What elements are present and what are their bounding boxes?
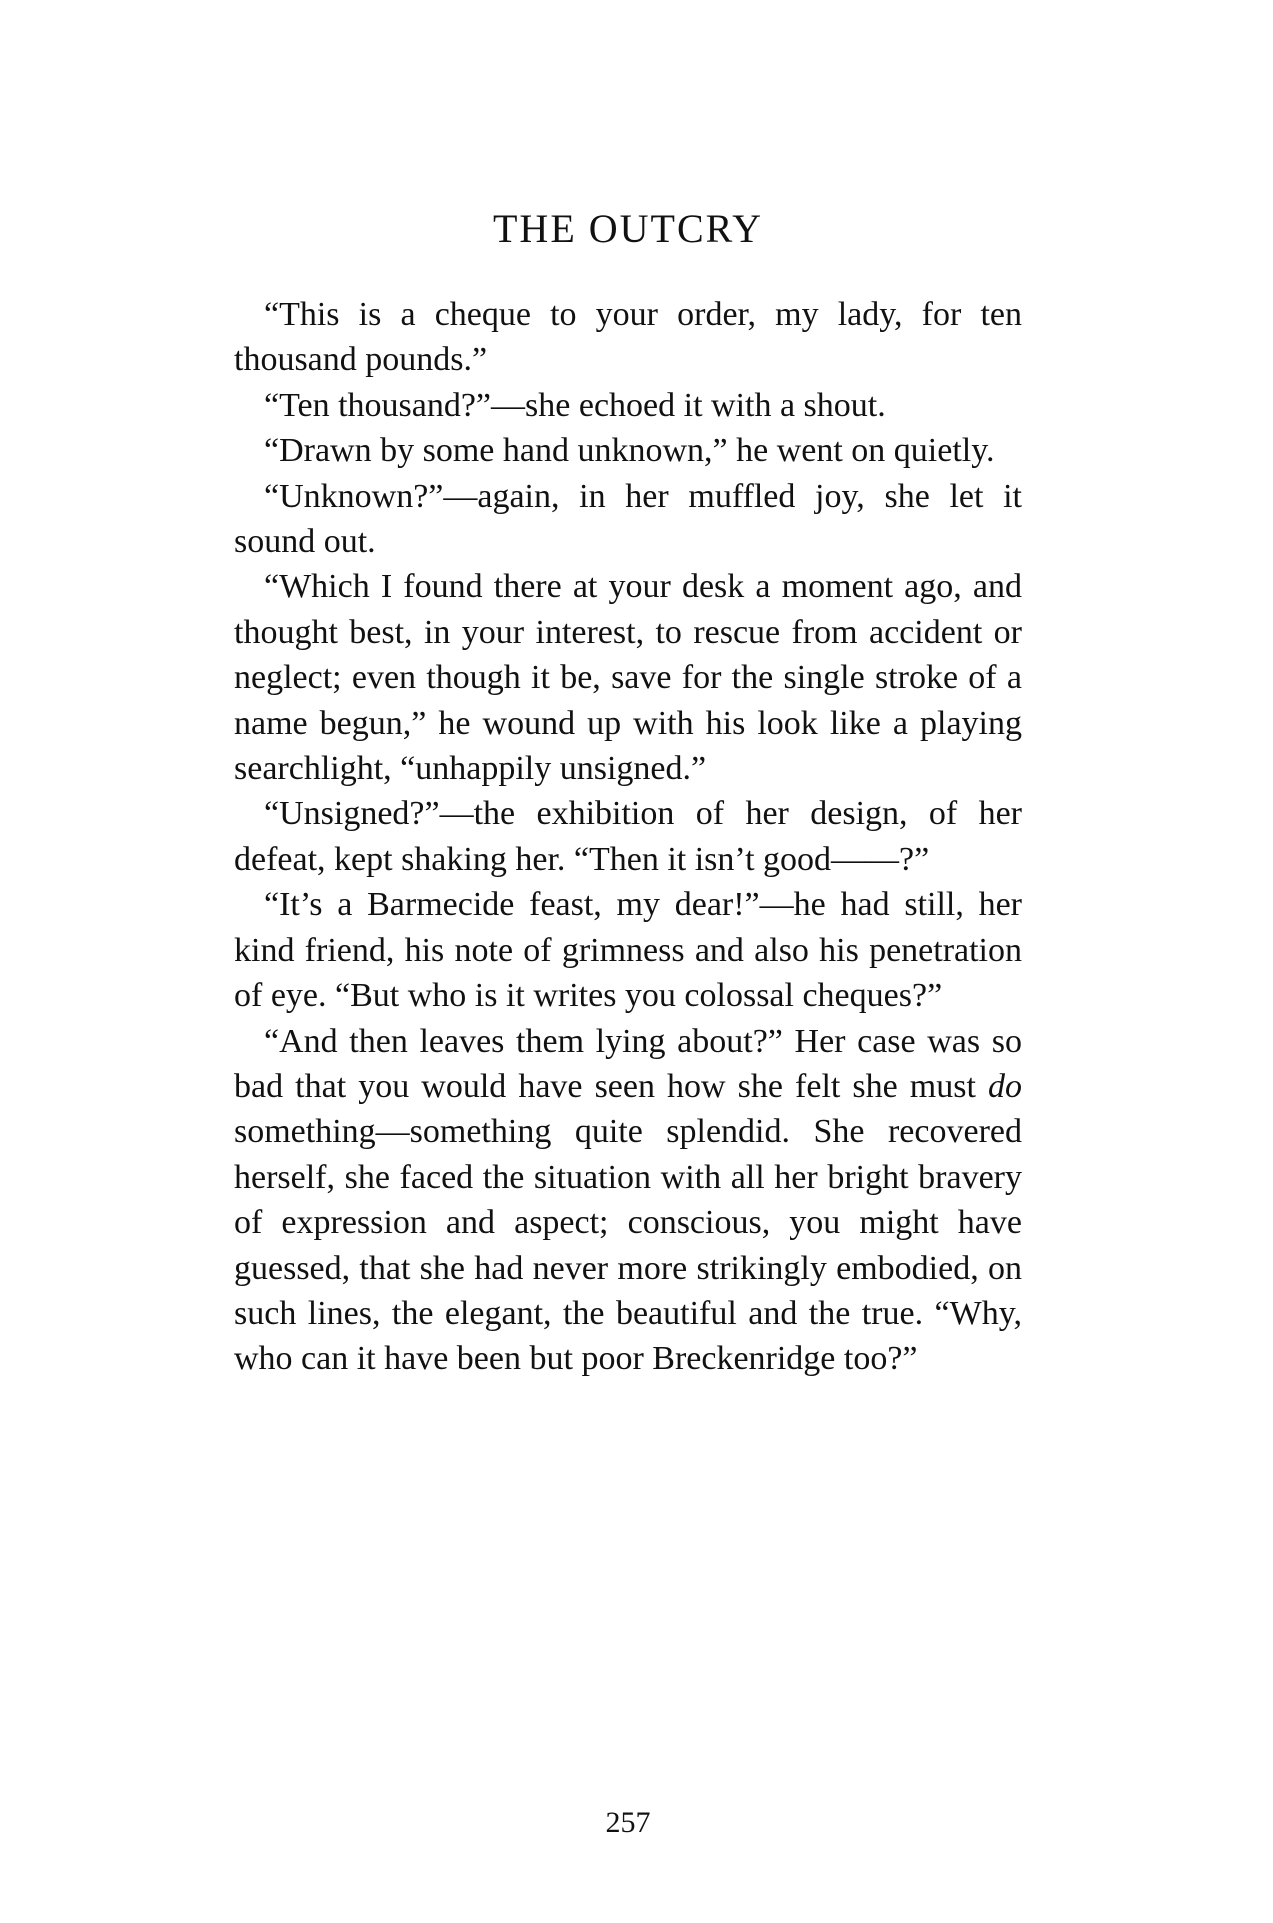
paragraph: “Drawn by some hand unknown,” he went on quietly. — [264, 432, 995, 470]
emphasis-text: do — [988, 1067, 1022, 1105]
paragraph: “This is a cheque to your order, my lady, for ten thousand pounds.” — [234, 296, 1022, 379]
book-page — [234, 0, 1022, 1923]
running-head: THE OUTCRY — [493, 206, 763, 251]
paragraph: “It’s a Barmecide feast, my dear!”—he had still, her kind friend, his note of grimness and also his penetration of eye. “But who is it writes you colossal cheques?” — [234, 886, 1022, 1015]
paragraph — [234, 1019, 1022, 1382]
paragraph-text-after: something—something quite splendid. She recovered herself, she faced the situation with all her bright bravery of expression and aspect; conscious, you might have guessed, that she had never more strikingly embodied, on such lines, the elegant, the beautiful and the true. “Why, who can it have been but poor Breckenridge too?” — [234, 1113, 1022, 1378]
body-text — [234, 292, 1022, 1382]
paragraph: “Unsigned?”—the exhibition of her design, of her defeat, kept shaking her. “Then it isn’t good——?” — [234, 795, 1022, 878]
paragraph-text-before: “And then leaves them lying about?” Her case was so bad that you would have seen how she felt she must — [234, 1022, 1022, 1105]
paragraph: “Ten thousand?”—she echoed it with a shout. — [264, 386, 886, 424]
page-number: 257 — [605, 1806, 651, 1839]
paragraph: “Unknown?”—again, in her muffled joy, she let it sound out. — [234, 477, 1022, 561]
paragraph: “Which I found there at your desk a moment ago, and thought best, in your interest, to rescue from accident or neglect; even though it be, save for the single stroke of a name begun,” he wound up with his look like a playing searchlight, “unhappily unsigned.” — [234, 568, 1022, 788]
